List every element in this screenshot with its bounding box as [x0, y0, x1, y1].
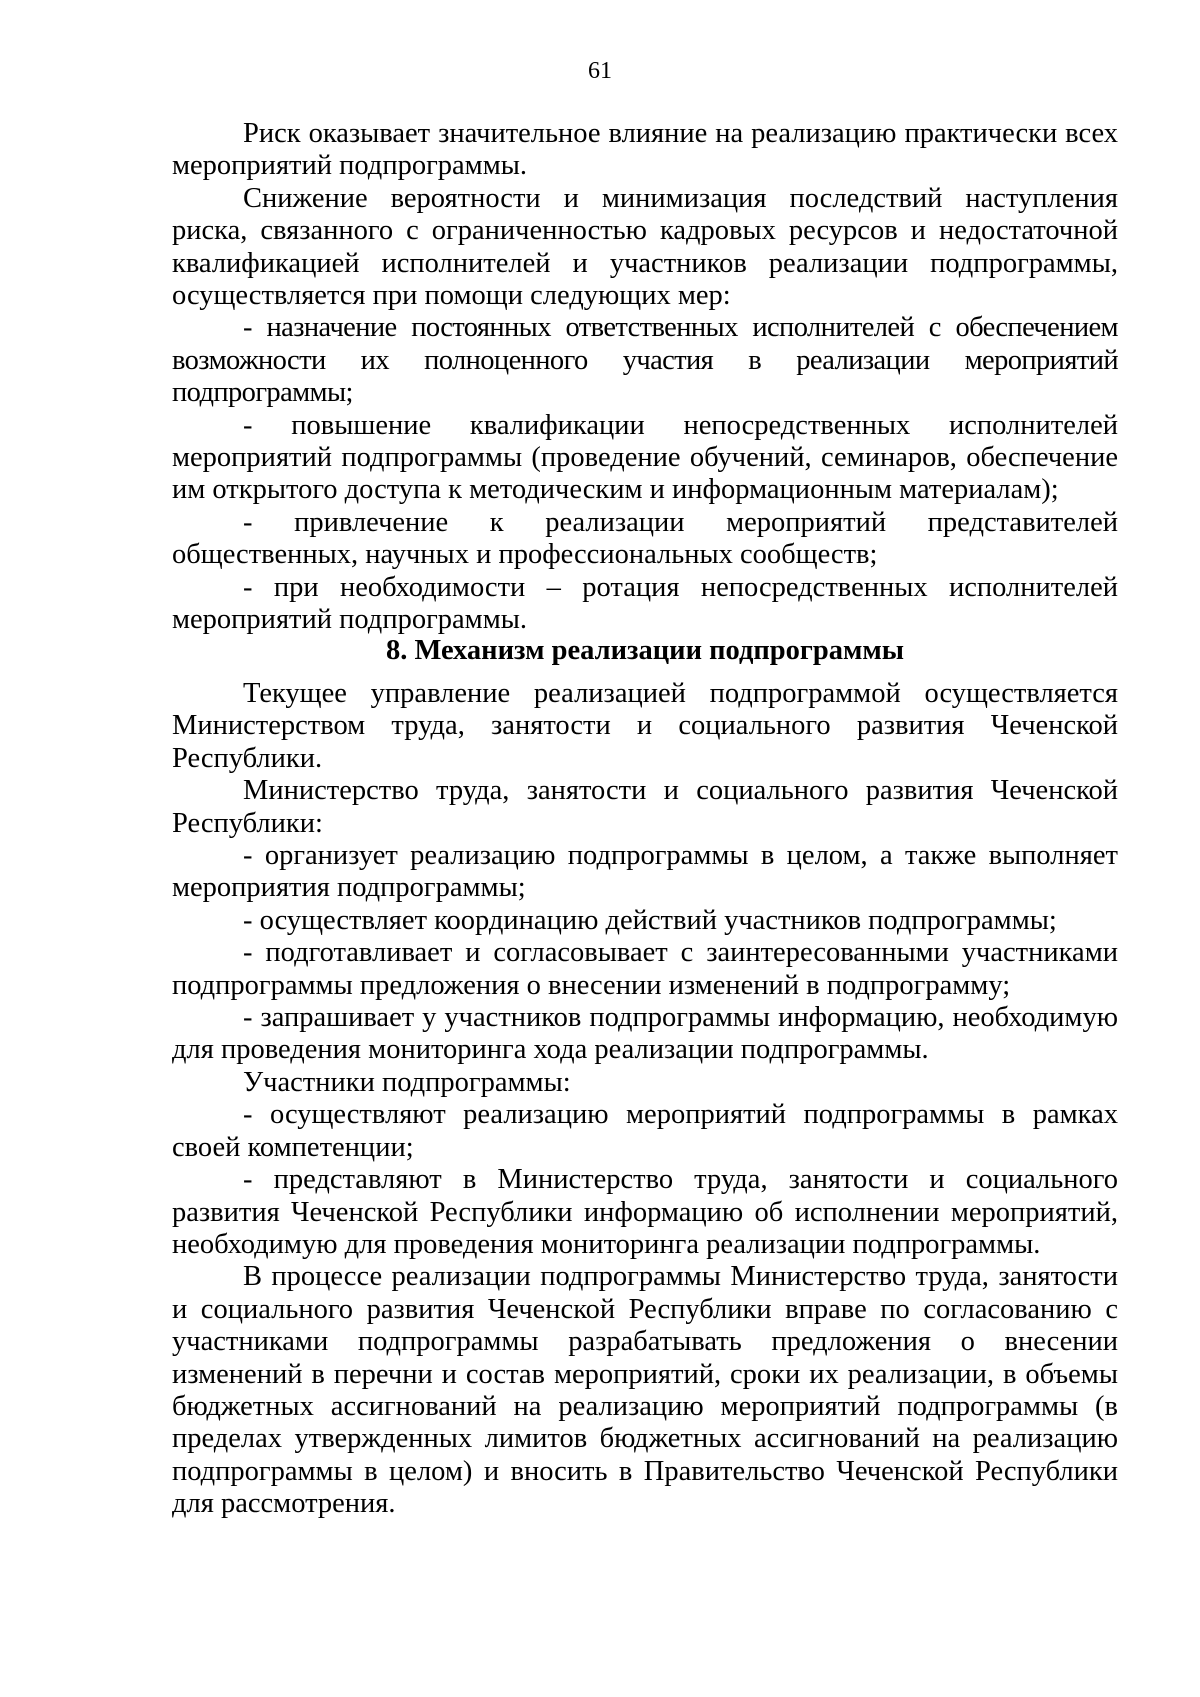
list-item: - привлечение к реализации мероприятий представителей общественных, научных и профессиональных сообществ;: [172, 506, 1118, 571]
paragraph: В процессе реализации подпрограммы Министерство труда, занятости и социального развития Чеченской Республики вправе по согласованию с участниками подпрограммы разрабатывать предложения о внесении изменений в перечни и состав мероприятий, сроки их реализации, в объемы бюджетных ассигнований на реализацию мероприятий подпрограммы (в пределах утвержденных лимитов бюджетных ассигнований на реализацию подпрограммы в целом) и вносить в Правительство Чеченской Республики для рассмотрения.: [172, 1261, 1118, 1520]
list-item: - осуществляет координацию действий участников подпрограммы;: [243, 904, 1057, 936]
list-item: - запрашивает у участников подпрограммы информацию, необходимую для проведения мониторинга хода реализации подпрограммы.: [172, 1002, 1118, 1066]
paragraph: Министерство труда, занятости и социального развития Чеченской Республики:: [172, 775, 1118, 839]
list-item: - при необходимости – ротация непосредственных исполнителей мероприятий подпрограммы.: [172, 571, 1118, 636]
list-item: - осуществляют реализацию мероприятий подпрограммы в рамках своей компетенции;: [172, 1099, 1118, 1163]
paragraph: Снижение вероятности и минимизация последствий наступления риска, связанного с ограниченностью кадровых ресурсов и недостаточной квалификацией исполнителей и участников реализации подпрограммы, осуществляется при помощи следующих мер:: [172, 182, 1118, 312]
paragraph: Риск оказывает значительное влияние на реализацию практически всех мероприятий подпрограммы.: [172, 118, 1118, 182]
section-heading: 8. Механизм реализации подпрограммы: [385, 635, 905, 666]
paragraph: Участники подпрограммы:: [243, 1066, 571, 1098]
paragraph: Текущее управление реализацией подпрограммой осуществляется Министерством труда, занятости и социального развития Чеченской Республики.: [172, 678, 1118, 774]
list-item: - подготавливает и согласовывает с заинтересованными участниками подпрограммы предложения о внесении изменений в подпрограмму;: [172, 937, 1118, 1001]
page-number: 61: [588, 58, 612, 84]
mechanism-section: [172, 678, 1118, 1521]
risk-measures-section: [172, 118, 1118, 637]
list-item: - назначение постоянных ответственных исполнителей с обеспечением возможности их полноценного участия в реализации мероприятий подпрограммы;: [172, 312, 1118, 409]
list-item: - повышение квалификации непосредственных исполнителей мероприятий подпрограммы (проведение обучений, семинаров, обеспечение им открытого доступа к методическим и информационным материалам);: [172, 409, 1118, 506]
list-item: - представляют в Министерство труда, занятости и социального развития Чеченской Республики информацию об исполнении мероприятий, необходимую для проведения мониторинга реализации подпрограммы.: [172, 1164, 1118, 1260]
list-item: - организует реализацию подпрограммы в целом, а также выполняет мероприятия подпрограммы;: [172, 840, 1118, 904]
